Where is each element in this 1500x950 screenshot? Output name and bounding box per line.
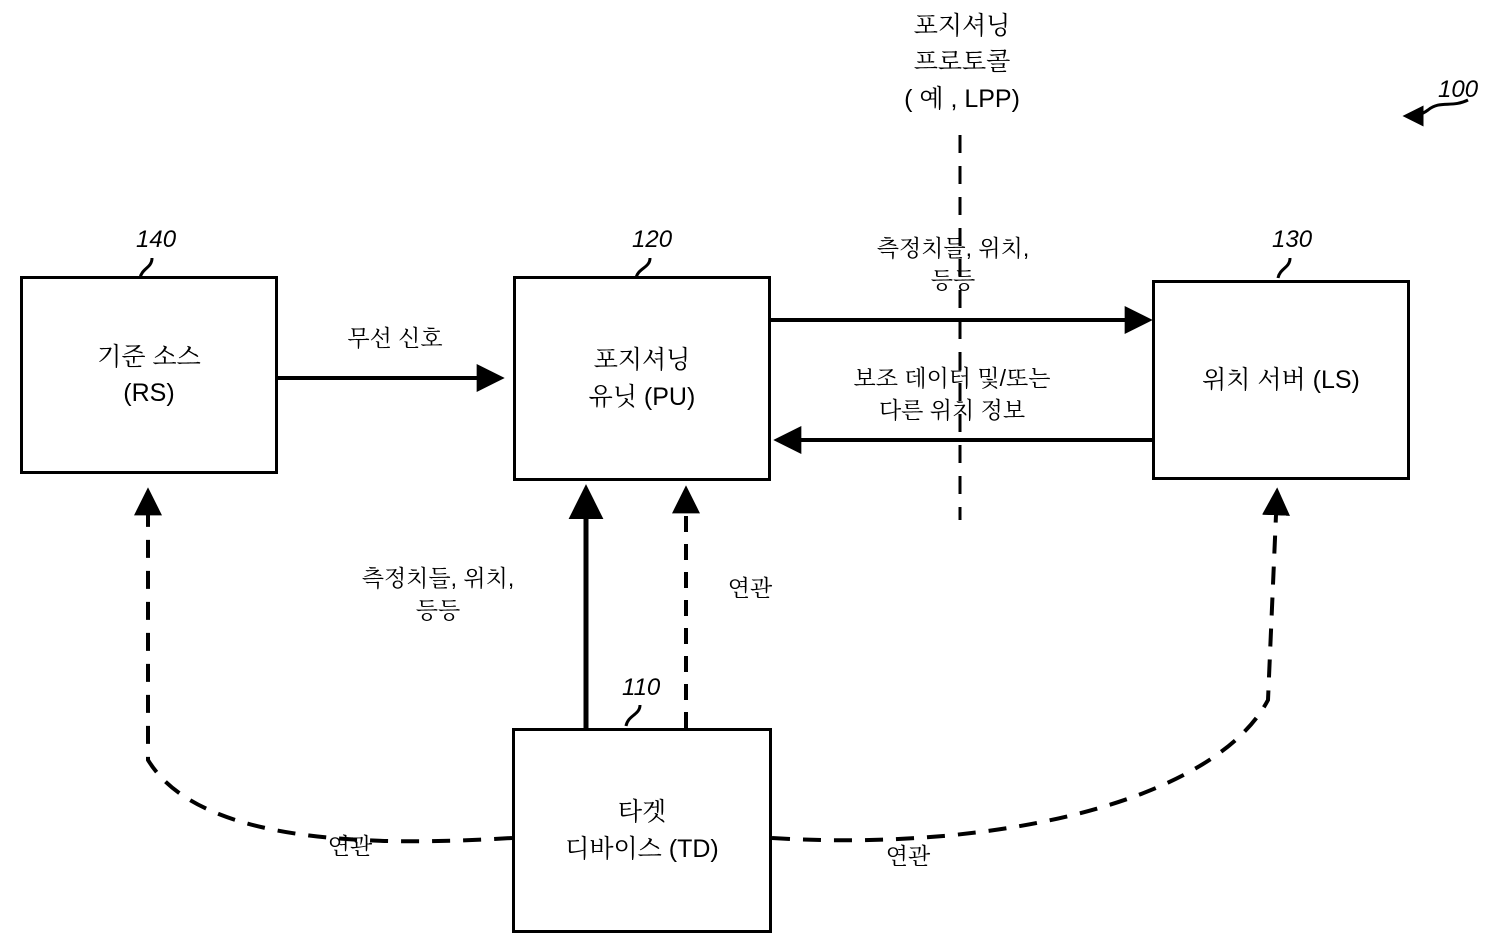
node-reference-source-ref: 140 <box>136 226 177 253</box>
node-location-server[interactable] <box>1152 280 1410 480</box>
node-location-server-ref: 130 <box>1272 226 1313 253</box>
leader-ls <box>1278 258 1290 278</box>
figure-reference: 100 <box>1438 76 1479 103</box>
node-positioning-unit-ref: 120 <box>632 226 673 253</box>
edge-label-assistance-data: 보조 데이터 및/또는 다른 위치 정보 <box>853 365 1051 424</box>
edge-label-radio-signal: 무선 신호 <box>347 325 443 351</box>
node-target-device[interactable] <box>512 728 772 933</box>
arrow-td-to-ls-association <box>772 492 1277 840</box>
leader-rs <box>140 258 152 278</box>
edge-label-association-td-pu: 연관 <box>727 575 773 601</box>
arrow-td-to-rs-association <box>148 492 512 841</box>
edge-label-measurements-to-pu: 측정치들, 위치, 등등 <box>361 565 515 624</box>
edge-label-association-td-ls: 연관 <box>885 843 931 869</box>
node-reference-source-label: 기준 소스 (RS) <box>97 342 201 407</box>
edge-label-association-td-rs: 연관 <box>327 833 373 859</box>
node-reference-source[interactable] <box>20 276 278 474</box>
node-target-device-label: 타겟 디바이스 (TD) <box>565 798 719 863</box>
node-positioning-unit-label: 포지셔닝 유닛 (PU) <box>588 346 696 411</box>
node-location-server-label: 위치 서버 (LS) <box>1202 365 1360 394</box>
edge-label-measurements-to-ls: 측정치들, 위치, 등등 <box>876 235 1030 294</box>
node-target-device-ref: 110 <box>622 674 661 701</box>
node-positioning-unit[interactable] <box>513 276 771 481</box>
positioning-protocol-label: 포지셔닝 프로토콜 ( 예 , LPP) <box>904 12 1020 113</box>
leader-pu <box>636 258 650 278</box>
leader-td <box>626 705 640 726</box>
